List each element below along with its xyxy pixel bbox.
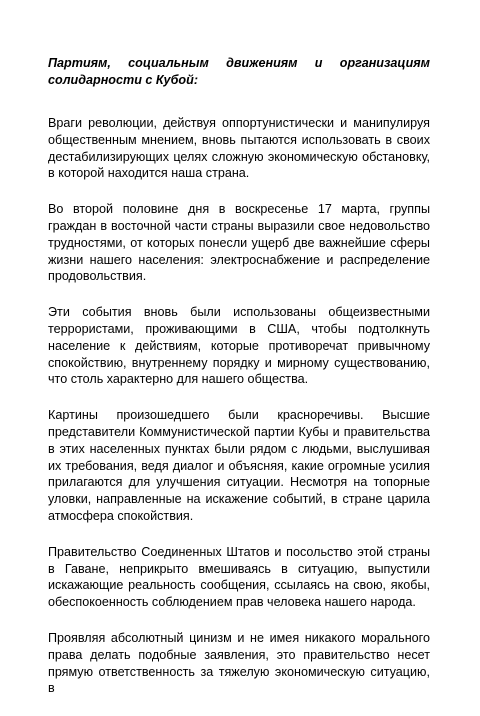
paragraph-4: Картины произошедшего были красноречивы. Высшие представители Коммунистической партии Кубы и правительства в этих населенных пунктах были рядом с людьми, выслушивая их требования, ведя диалог и объясняя, какие огромные усилия прилагаются для улучшения ситуации. Несмотря на топорные уловки, направленные на искажение событий, в стране царила атмосфера спокойствия.	[48, 408, 430, 523]
document-page	[48, 55, 430, 716]
document-heading: Партиям, социальным движениям и организациям солидарности с Кубой:	[48, 56, 430, 87]
paragraph-1: Враги революции, действуя оппортунистически и манипулируя общественным мнением, вновь пытаются использовать в своих дестабилизирующих целях сложную экономическую обстановку, в которой находится наша страна.	[48, 116, 430, 181]
paragraph-6: Проявляя абсолютный цинизм и не имея никакого морального права делать подобные заявления, это правительство несет прямую ответственность за тяжелую экономическую ситуацию, в	[48, 630, 430, 696]
paragraph-3: Эти события вновь были использованы общеизвестными террористами, проживающими в США, чтобы подтолкнуть население к действиям, которые противоречат привычному спокойствию, внутреннему порядку и мирному существованию, что столь характерно для нашего общества.	[48, 305, 430, 387]
paragraph-5: Правительство Соединенных Штатов и посольство этой страны в Гаване, неприкрыто вмешиваясь в ситуацию, выпустили искажающие реальность сообщения, ссылаясь на свою, якобы, обеспокоенность соблюдением прав человека нашего народа.	[48, 544, 430, 610]
paragraph-2: Во второй половине дня в воскресенье 17 марта, группы граждан в восточной части страны выразили свое недовольство трудностями, от которых понесли ущерб две важнейшие сферы жизни нашего населения: электроснабжение и распределение продовольствия.	[48, 202, 430, 284]
